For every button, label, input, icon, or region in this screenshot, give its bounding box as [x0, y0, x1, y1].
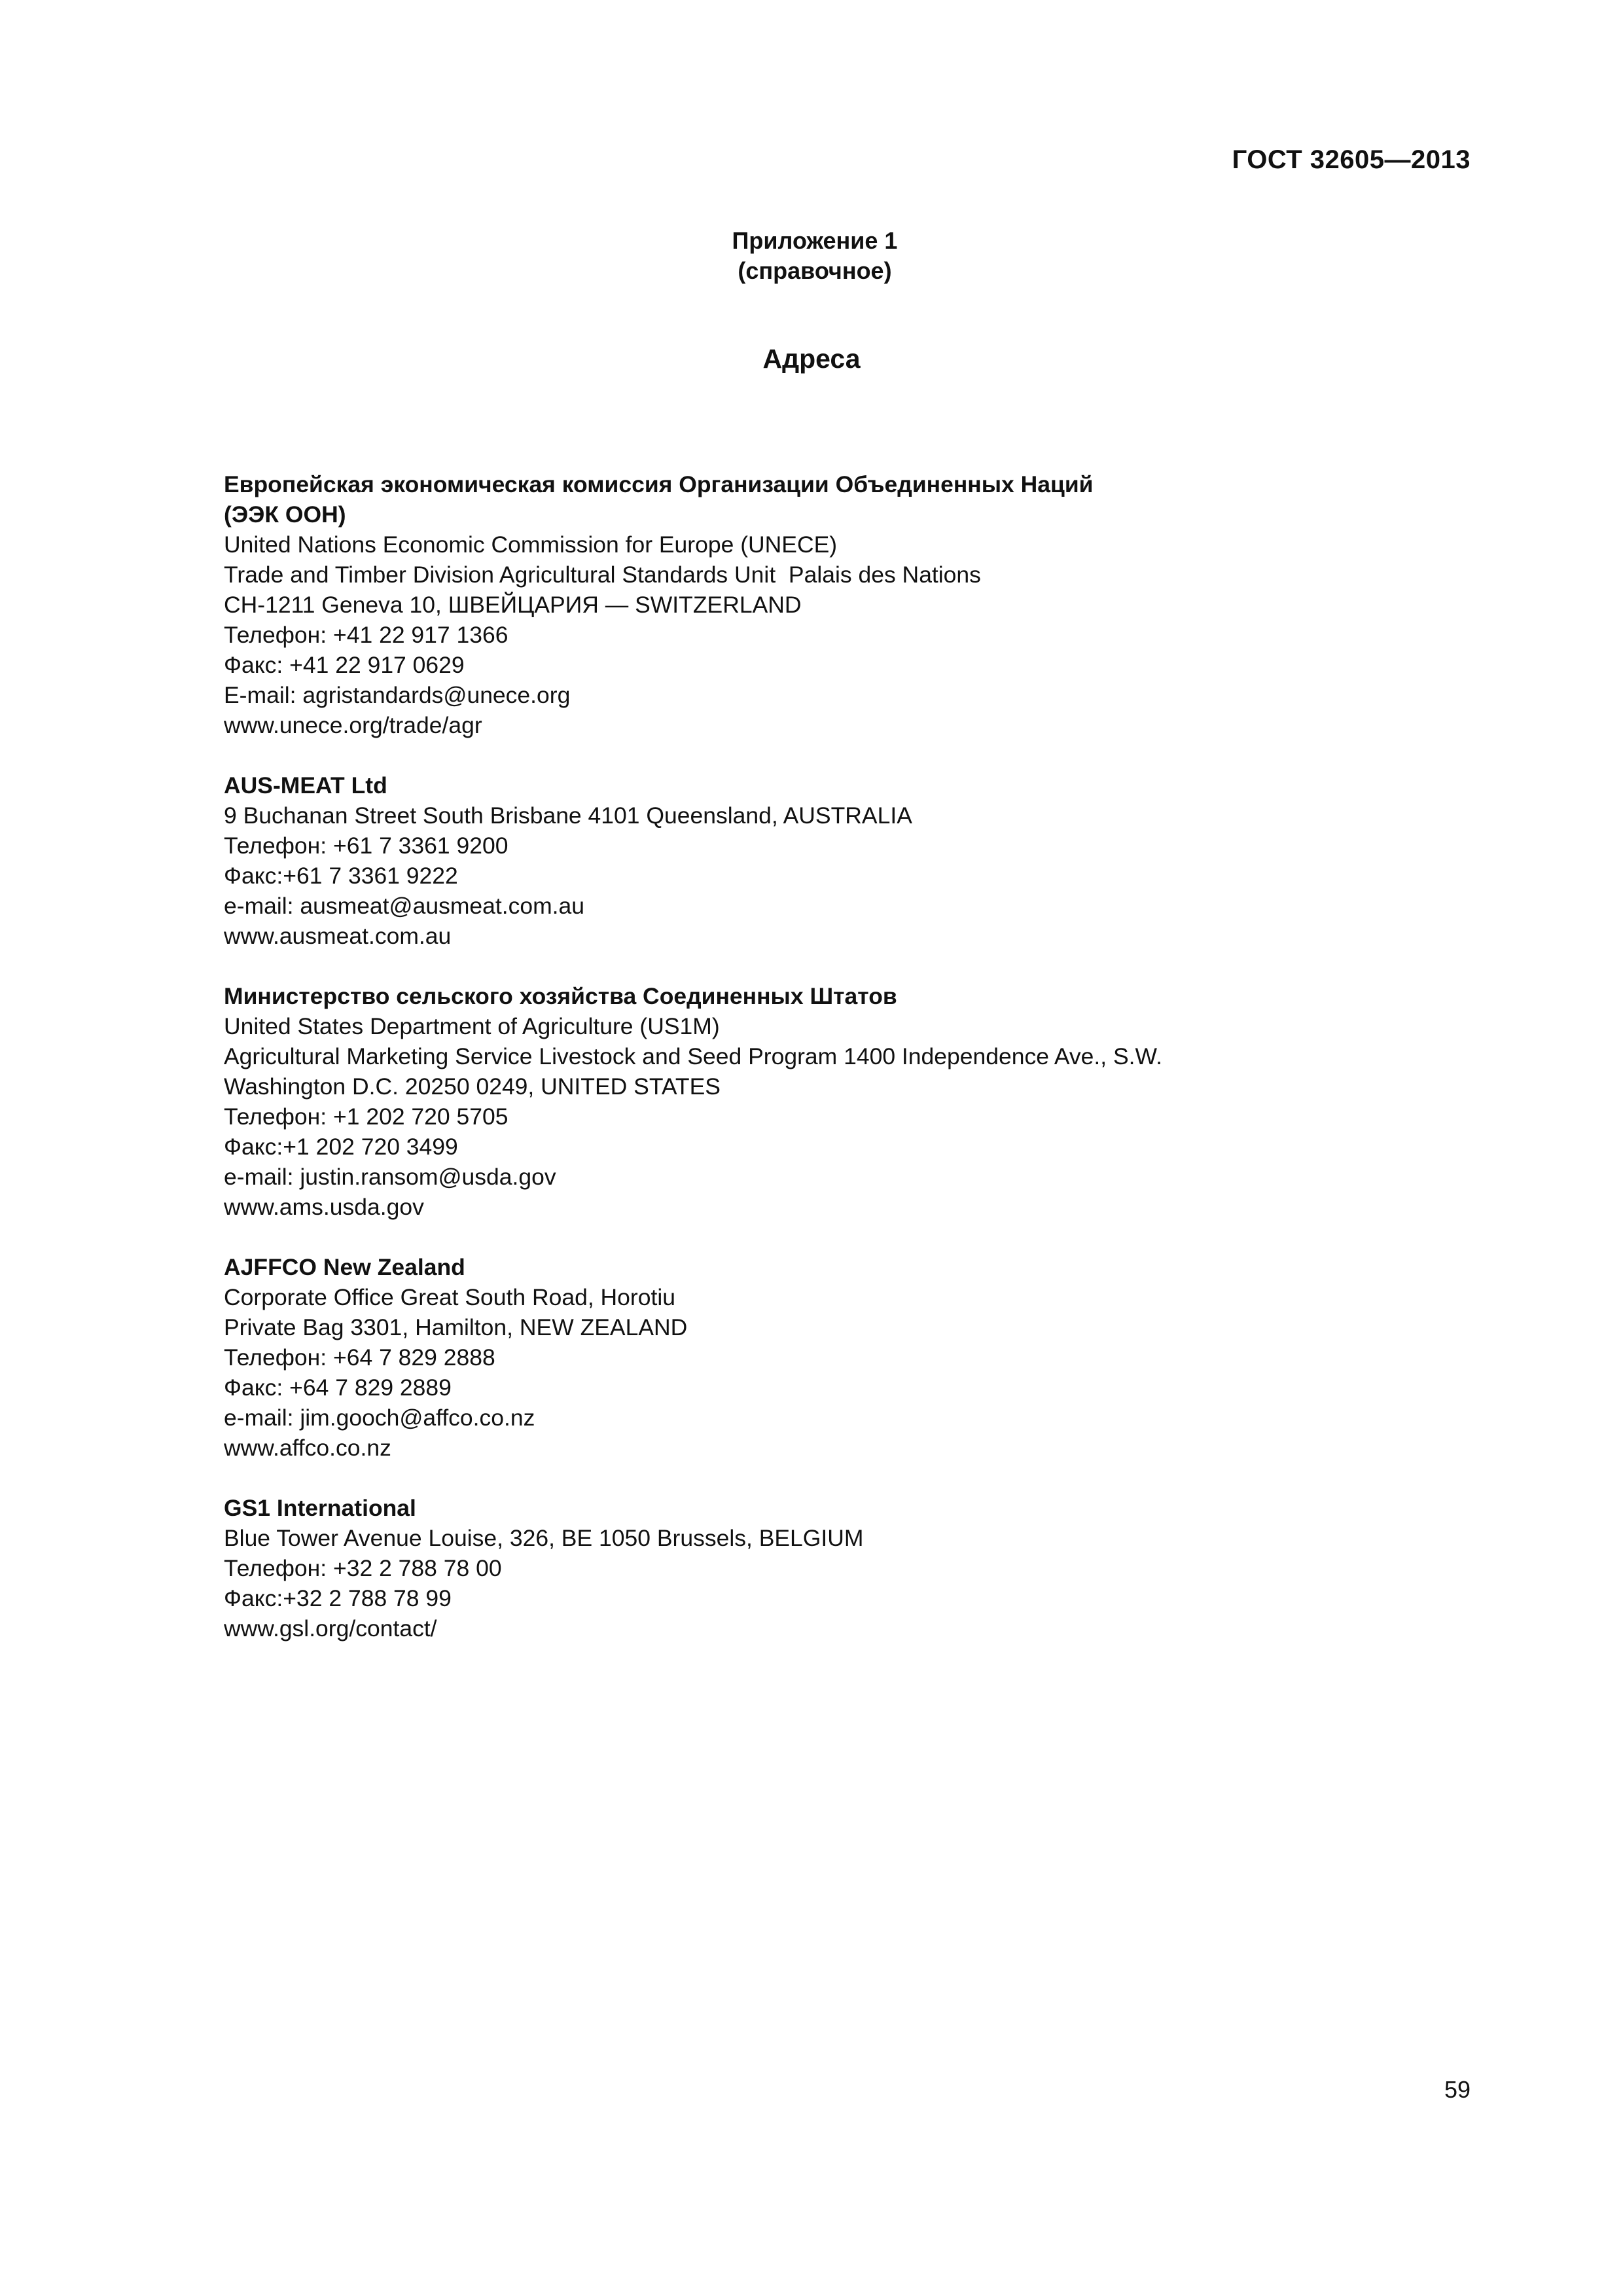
address-block — [224, 770, 1467, 951]
address-line: CH-1211 Geneva 10, ШВЕЙЦАРИЯ — SWITZERLAND — [224, 592, 802, 618]
page-number: 59 — [1444, 2076, 1471, 2103]
address-line: Телефон: +64 7 829 2888 — [224, 1344, 495, 1371]
address-line: Blue Tower Avenue Louise, 326, BE 1050 Brussels, BELGIUM — [224, 1525, 864, 1551]
address-line: Private Bag 3301, Hamilton, NEW ZEALAND — [224, 1314, 688, 1340]
organization-name-line: Министерство сельского хозяйства Соединенных Штатов — [224, 983, 897, 1009]
address-line: 9 Buchanan Street South Brisbane 4101 Queensland, AUSTRALIA — [224, 802, 912, 829]
organization-name-line: GS1 International — [224, 1495, 416, 1521]
address-line: Факс: +64 7 829 2889 — [224, 1374, 452, 1401]
address-line: Факс: +41 22 917 0629 — [224, 652, 465, 678]
address-line: United States Department of Agriculture (US1M) — [224, 1013, 720, 1039]
address-line: Washington D.C. 20250 0249, UNITED STATES — [224, 1073, 721, 1100]
appendix-heading — [0, 226, 1623, 286]
address-line: www.gsl.org/contact/ — [224, 1615, 437, 1641]
address-block — [224, 1252, 1467, 1463]
address-block — [224, 981, 1467, 1222]
address-line: Телефон: +61 7 3361 9200 — [224, 833, 508, 859]
address-line: e-mail: ausmeat@ausmeat.com.au — [224, 893, 585, 919]
address-list — [224, 469, 1467, 1674]
address-line: www.unece.org/trade/agr — [224, 712, 482, 738]
section-title: Адреса — [762, 344, 861, 374]
organization-name-line: AUS-MEAT Ltd — [224, 772, 387, 798]
address-line: Факс:+32 2 788 78 99 — [224, 1585, 452, 1611]
address-block — [224, 469, 1467, 740]
address-line: Факс:+1 202 720 3499 — [224, 1134, 458, 1160]
address-line: e-mail: justin.ransom@usda.gov — [224, 1164, 556, 1190]
document-code: ГОСТ 32605—2013 — [1232, 145, 1471, 174]
address-line: Факс:+61 7 3361 9222 — [224, 863, 458, 889]
address-line: Trade and Timber Division Agricultural Standards Unit Palais des Nations — [224, 562, 981, 588]
address-line: E-mail: agristandards@unece.org — [224, 682, 571, 708]
address-line: Corporate Office Great South Road, Horotiu — [224, 1284, 675, 1310]
organization-name-line: AJFFCO New Zealand — [224, 1254, 465, 1280]
appendix-number: Приложение 1 — [732, 227, 898, 254]
appendix-type: (справочное) — [738, 257, 892, 284]
address-line: Телефон: +32 2 788 78 00 — [224, 1555, 502, 1581]
organization-name-line: (ЭЭК ООН) — [224, 501, 346, 528]
address-line: Agricultural Marketing Service Livestock and Seed Program 1400 Independence Ave., S.W. — [224, 1043, 1162, 1069]
address-line: United Nations Economic Commission for Europe (UNECE) — [224, 531, 838, 558]
address-line: www.ausmeat.com.au — [224, 923, 452, 949]
address-line: Телефон: +1 202 720 5705 — [224, 1103, 508, 1130]
organization-name-line: Европейская экономическая комиссия Организации Объединенных Наций — [224, 471, 1094, 497]
address-line: Телефон: +41 22 917 1366 — [224, 622, 508, 648]
address-line: e-mail: jim.gooch@affco.co.nz — [224, 1405, 535, 1431]
address-block — [224, 1493, 1467, 1643]
address-line: www.ams.usda.gov — [224, 1194, 424, 1220]
address-line: www.affco.co.nz — [224, 1435, 391, 1461]
